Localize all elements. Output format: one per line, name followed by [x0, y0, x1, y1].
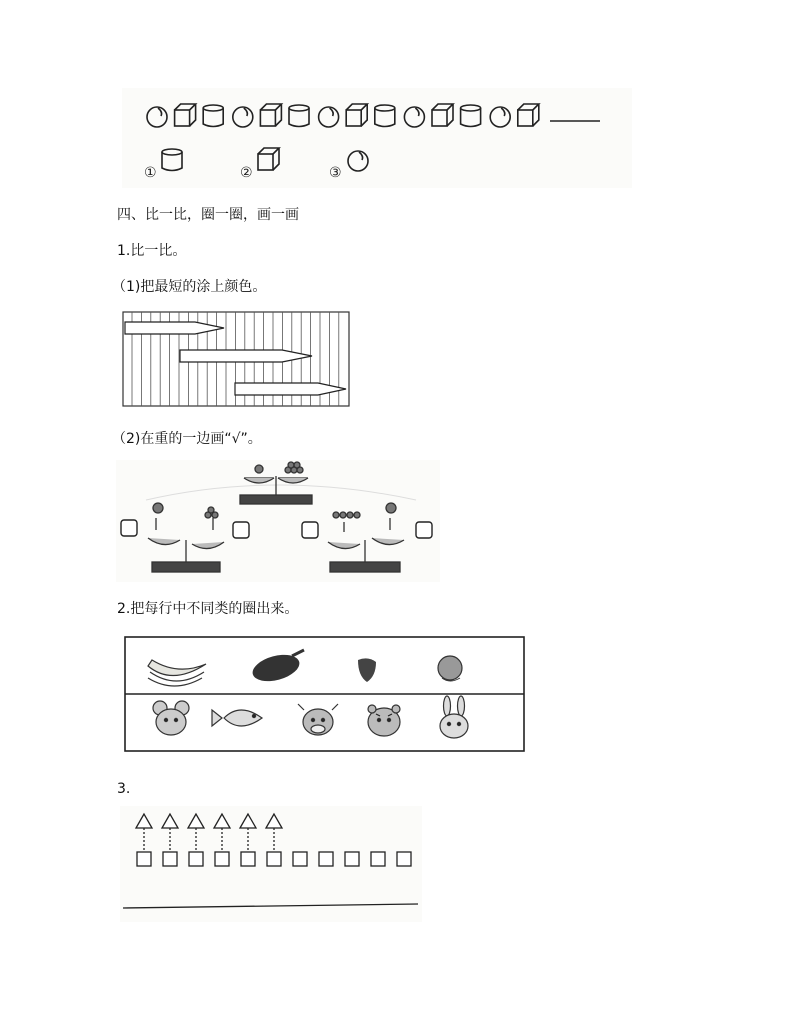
answer-line [123, 904, 418, 908]
sequence-sphere-icon [404, 107, 424, 127]
square-box[interactable] [267, 852, 281, 866]
sequence-sphere-icon [233, 107, 253, 127]
question-1-part-1: （1)把最短的涂上颜色。 [112, 279, 267, 295]
option-marker: ③ [329, 165, 342, 181]
tiger-icon[interactable] [368, 705, 400, 736]
top-balance-scale [240, 462, 312, 504]
square-box[interactable] [189, 852, 203, 866]
sequence-cube-icon [346, 104, 367, 126]
checkbox-left-scale-left[interactable] [121, 520, 137, 536]
question-3-title: 3. [117, 781, 131, 797]
square-box[interactable] [345, 852, 359, 866]
option-marker: ① [144, 165, 157, 181]
question-1-title: 1.比一比。 [117, 243, 187, 259]
triangles-squares-figure [120, 806, 422, 922]
question-2-title: 2.把每行中不同类的圈出来。 [117, 601, 299, 617]
option-sphere-icon [348, 151, 368, 171]
odd-one-out-table [122, 634, 528, 756]
shape-sequence [122, 88, 632, 188]
balance-scales-figure [116, 460, 440, 582]
sequence-sphere-icon [490, 107, 510, 127]
square-box[interactable] [215, 852, 229, 866]
sequence-cube-icon [432, 104, 453, 126]
sequence-cylinder-icon [289, 105, 309, 127]
square-box[interactable] [319, 852, 333, 866]
triangle-icon [240, 814, 256, 850]
checkbox-left-scale-right[interactable] [233, 522, 249, 538]
sequence-cylinder-icon [203, 105, 223, 127]
triangle-icon [214, 814, 230, 850]
square-box[interactable] [241, 852, 255, 866]
question-1-part-2: （2)在重的一边画“√”。 [112, 431, 262, 447]
checkbox-right-scale-left[interactable] [302, 522, 318, 538]
option-cube-icon [258, 148, 279, 170]
triangle-icon [136, 814, 152, 850]
peach-icon[interactable] [438, 656, 462, 681]
square-box[interactable] [371, 852, 385, 866]
square-box[interactable] [397, 852, 411, 866]
triangle-icon [188, 814, 204, 850]
left-balance-scale [148, 503, 224, 572]
square-box[interactable] [293, 852, 307, 866]
option-marker: ② [240, 165, 253, 181]
section-heading: 四、比一比，圈一圈，画一画 [117, 207, 299, 223]
sequence-cylinder-icon [375, 105, 395, 127]
right-balance-scale [328, 503, 404, 572]
sequence-sphere-icon [147, 107, 167, 127]
sequence-sphere-icon [319, 107, 339, 127]
triangle-icon [162, 814, 178, 850]
sequence-cube-icon [518, 104, 539, 126]
square-box[interactable] [163, 852, 177, 866]
triangle-icon [266, 814, 282, 850]
square-box[interactable] [137, 852, 151, 866]
sequence-cube-icon [260, 104, 281, 126]
pattern-strip [122, 88, 632, 188]
pencil-comparison-figure [120, 310, 352, 410]
sequence-cylinder-icon [461, 105, 481, 127]
sequence-cube-icon [175, 104, 196, 126]
checkbox-right-scale-right[interactable] [416, 522, 432, 538]
pencil-2[interactable] [180, 350, 312, 362]
option-cylinder-icon [162, 149, 182, 171]
